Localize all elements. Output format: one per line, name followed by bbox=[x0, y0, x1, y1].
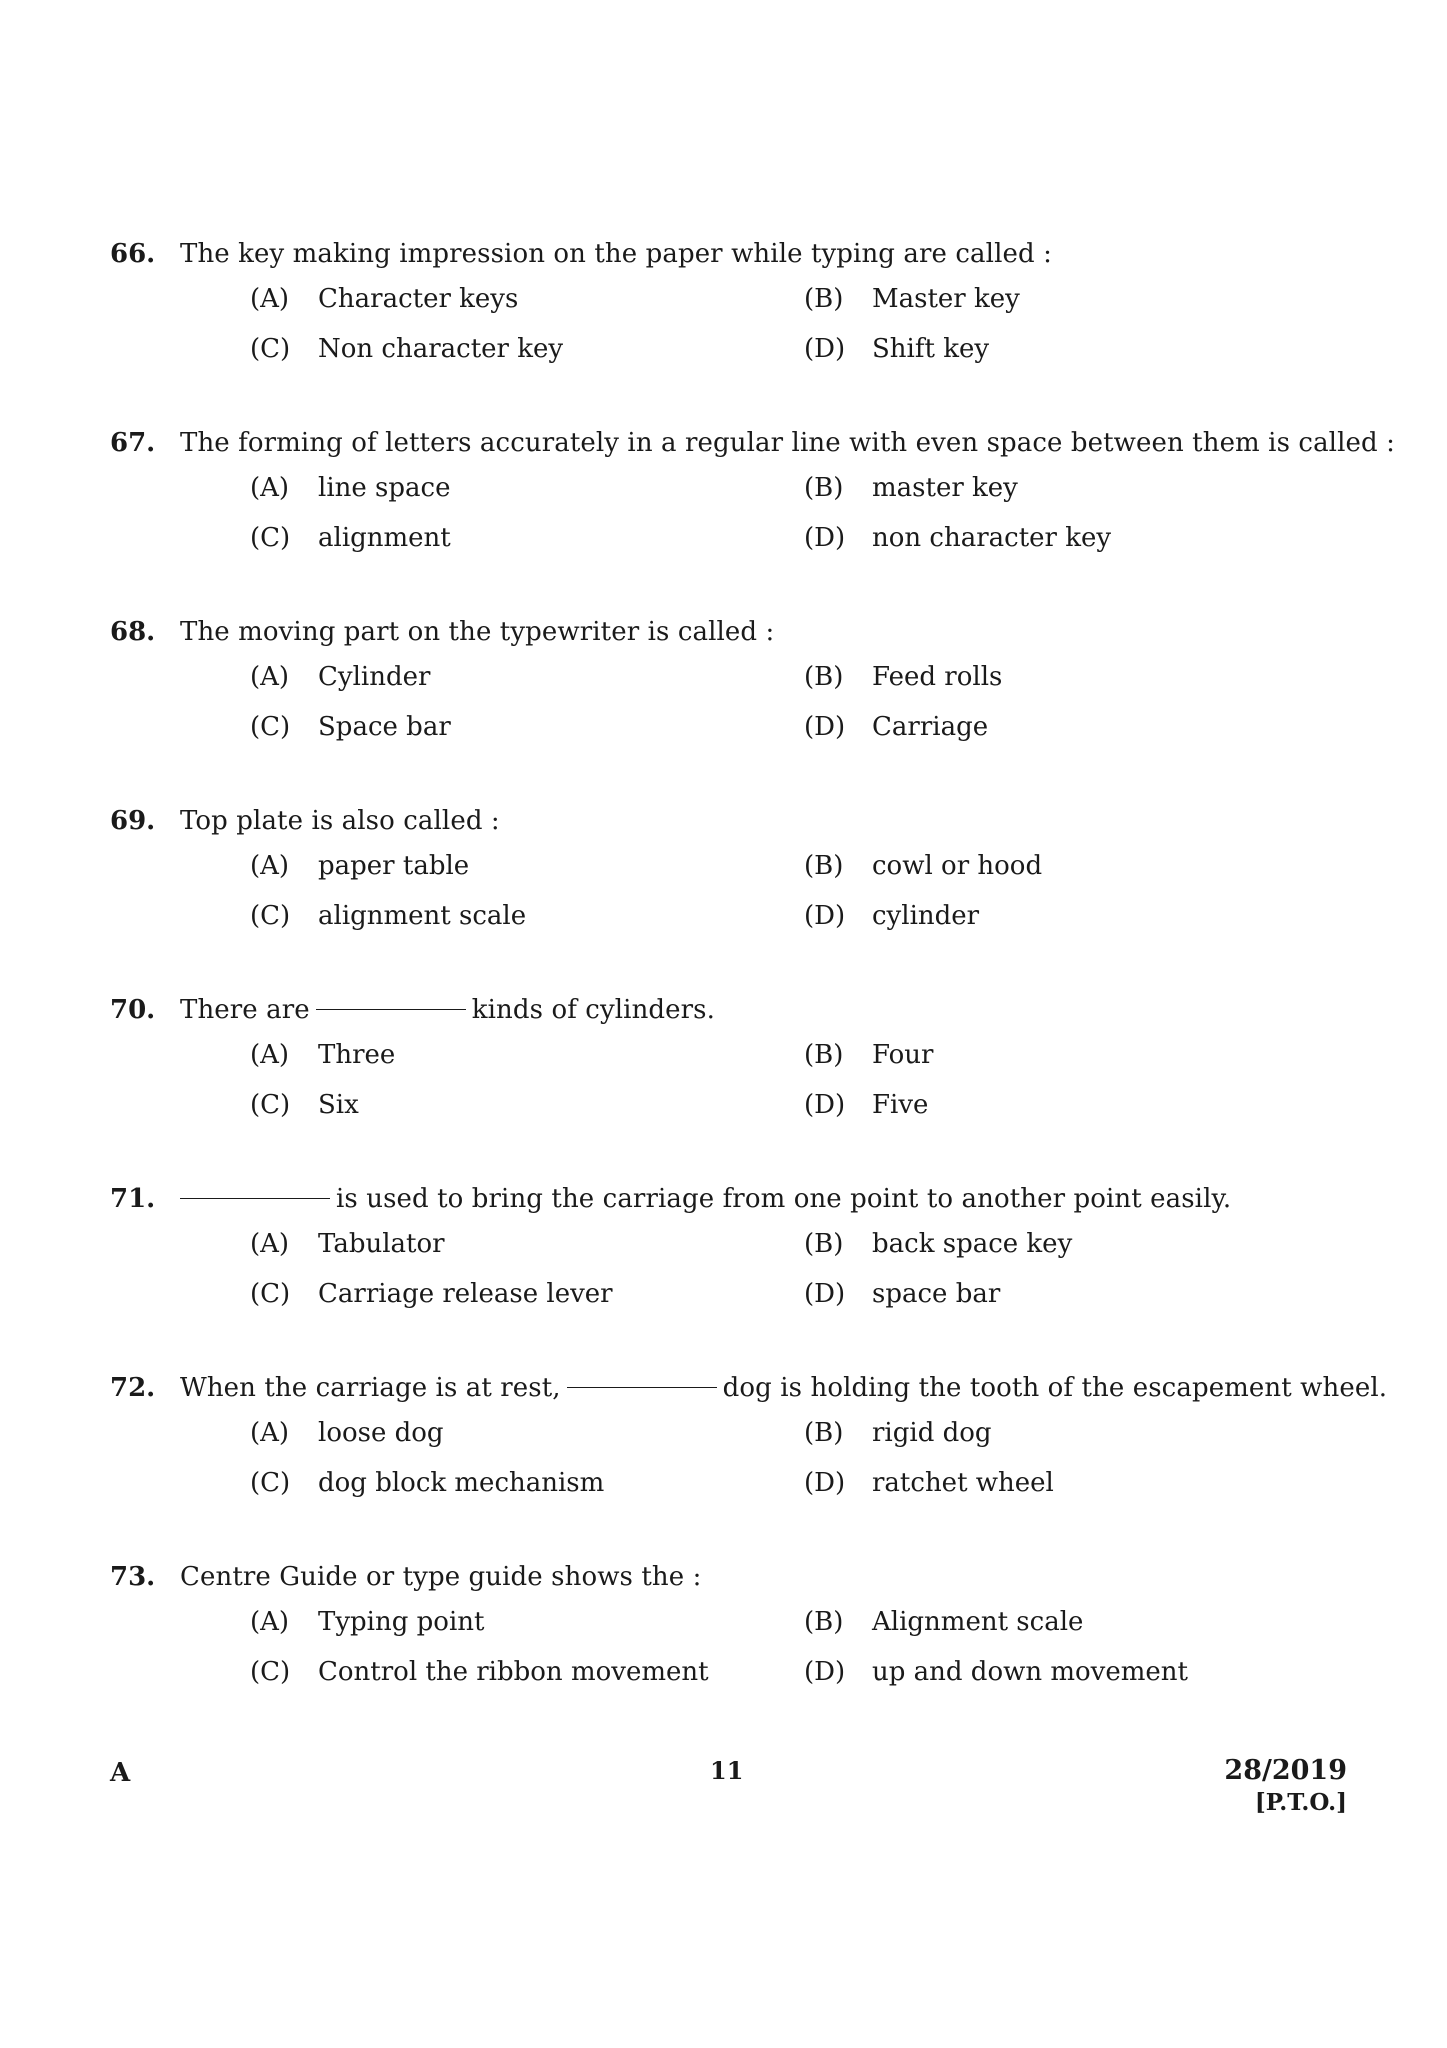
question-70 bbox=[110, 990, 1340, 1130]
question-stem bbox=[110, 612, 1340, 652]
option-text: Five bbox=[872, 1090, 929, 1120]
option-row bbox=[110, 1030, 1340, 1080]
question-67 bbox=[110, 423, 1395, 563]
question-stem bbox=[110, 1368, 1388, 1408]
question-number: 73. bbox=[110, 1562, 156, 1592]
option-text: paper table bbox=[318, 851, 470, 881]
option-row bbox=[110, 513, 1340, 563]
question-text-after: kinds of cylinders. bbox=[471, 995, 715, 1025]
question-paper-code: 28/2019 bbox=[1224, 1755, 1347, 1786]
option-letter: (D) bbox=[804, 901, 846, 931]
option-row bbox=[110, 1647, 1340, 1697]
option-row bbox=[110, 1408, 1340, 1458]
question-66 bbox=[110, 234, 1340, 374]
option-text: Non character key bbox=[318, 334, 564, 364]
option-row bbox=[110, 1269, 1340, 1319]
question-stem bbox=[110, 423, 1395, 463]
option-letter: (C) bbox=[250, 334, 291, 364]
option-text: space bar bbox=[872, 1279, 1001, 1309]
option-letter: (B) bbox=[804, 1229, 844, 1259]
option-row bbox=[110, 1219, 1340, 1269]
option-text: rigid dog bbox=[872, 1418, 992, 1448]
option-letter: (D) bbox=[804, 334, 846, 364]
option-text: Cylinder bbox=[318, 662, 431, 692]
option-row bbox=[110, 702, 1340, 752]
option-text: master key bbox=[872, 473, 1018, 503]
please-turn-over: [P.T.O.] bbox=[1254, 1789, 1347, 1816]
question-text-before: There are bbox=[180, 995, 310, 1025]
option-text: Control the ribbon movement bbox=[318, 1657, 709, 1687]
option-row bbox=[110, 324, 1340, 374]
option-text: alignment bbox=[318, 523, 451, 553]
option-text: Carriage bbox=[872, 712, 989, 742]
option-letter: (B) bbox=[804, 851, 844, 881]
option-letter: (A) bbox=[250, 1418, 290, 1448]
question-text: Centre Guide or type guide shows the : bbox=[180, 1562, 702, 1592]
option-text: Alignment scale bbox=[872, 1607, 1084, 1637]
question-71 bbox=[110, 1179, 1340, 1319]
question-73 bbox=[110, 1557, 1340, 1697]
question-stem bbox=[110, 990, 1340, 1030]
option-letter: (D) bbox=[804, 712, 846, 742]
fill-in-blank bbox=[567, 1387, 717, 1388]
option-text: Four bbox=[872, 1040, 934, 1070]
option-row bbox=[110, 1597, 1340, 1647]
question-text bbox=[180, 990, 715, 1030]
option-row bbox=[110, 463, 1340, 513]
option-text: Shift key bbox=[872, 334, 990, 364]
question-text-before: When the carriage is at rest, bbox=[180, 1373, 561, 1403]
option-row bbox=[110, 1080, 1340, 1130]
option-letter: (D) bbox=[804, 523, 846, 553]
question-text: The forming of letters accurately in a regular line with even space between them is called : bbox=[180, 428, 1395, 458]
question-text: The moving part on the typewriter is called : bbox=[180, 617, 775, 647]
option-text: ratchet wheel bbox=[872, 1468, 1054, 1498]
question-number: 67. bbox=[110, 428, 156, 458]
question-text-after: dog is holding the tooth of the escapement wheel. bbox=[722, 1373, 1388, 1403]
option-row bbox=[110, 891, 1340, 941]
option-row bbox=[110, 1458, 1340, 1508]
option-text: Feed rolls bbox=[872, 662, 1003, 692]
option-text: back space key bbox=[872, 1229, 1073, 1259]
option-letter: (D) bbox=[804, 1468, 846, 1498]
option-letter: (A) bbox=[250, 473, 290, 503]
question-number: 72. bbox=[110, 1373, 156, 1403]
question-stem bbox=[110, 1557, 1340, 1597]
question-number: 66. bbox=[110, 239, 156, 269]
fill-in-blank bbox=[180, 1198, 330, 1199]
option-text: Six bbox=[318, 1090, 359, 1120]
option-letter: (A) bbox=[250, 1229, 290, 1259]
option-letter: (C) bbox=[250, 1657, 291, 1687]
question-text-after: is used to bring the carriage from one point to another point easily. bbox=[336, 1184, 1232, 1214]
question-number: 68. bbox=[110, 617, 156, 647]
option-letter: (A) bbox=[250, 662, 290, 692]
option-text: cylinder bbox=[872, 901, 980, 931]
question-text bbox=[180, 1179, 1231, 1219]
question-68 bbox=[110, 612, 1340, 752]
option-text: up and down movement bbox=[872, 1657, 1188, 1687]
option-letter: (C) bbox=[250, 901, 291, 931]
question-stem bbox=[110, 1179, 1340, 1219]
option-letter: (D) bbox=[804, 1657, 846, 1687]
question-text: Top plate is also called : bbox=[180, 806, 500, 836]
option-row bbox=[110, 652, 1340, 702]
series-code: A bbox=[110, 1758, 131, 1788]
option-letter: (B) bbox=[804, 473, 844, 503]
question-72 bbox=[110, 1368, 1388, 1508]
question-text bbox=[180, 1368, 1387, 1408]
option-text: Three bbox=[318, 1040, 396, 1070]
option-letter: (C) bbox=[250, 1468, 291, 1498]
option-letter: (B) bbox=[804, 1040, 844, 1070]
option-text: Typing point bbox=[318, 1607, 485, 1637]
question-number: 69. bbox=[110, 806, 156, 836]
option-text: cowl or hood bbox=[872, 851, 1043, 881]
option-letter: (A) bbox=[250, 1040, 290, 1070]
option-letter: (B) bbox=[804, 662, 844, 692]
question-text: The key making impression on the paper while typing are called : bbox=[180, 239, 1052, 269]
option-text: Master key bbox=[872, 284, 1020, 314]
option-text: line space bbox=[318, 473, 451, 503]
page-number: 11 bbox=[710, 1756, 744, 1785]
option-letter: (B) bbox=[804, 1418, 844, 1448]
question-stem bbox=[110, 801, 1340, 841]
option-letter: (C) bbox=[250, 1090, 291, 1120]
option-text: loose dog bbox=[318, 1418, 444, 1448]
question-69 bbox=[110, 801, 1340, 941]
option-text: Carriage release lever bbox=[318, 1279, 613, 1309]
option-letter: (D) bbox=[804, 1090, 846, 1120]
option-letter: (C) bbox=[250, 523, 291, 553]
option-letter: (D) bbox=[804, 1279, 846, 1309]
option-row bbox=[110, 274, 1340, 324]
option-row bbox=[110, 841, 1340, 891]
option-letter: (A) bbox=[250, 1607, 290, 1637]
question-number: 71. bbox=[110, 1184, 156, 1214]
option-letter: (B) bbox=[804, 1607, 844, 1637]
option-text: alignment scale bbox=[318, 901, 527, 931]
option-text: Tabulator bbox=[318, 1229, 445, 1259]
option-text: dog block mechanism bbox=[318, 1468, 605, 1498]
option-letter: (A) bbox=[250, 284, 290, 314]
option-text: Character keys bbox=[318, 284, 519, 314]
option-letter: (A) bbox=[250, 851, 290, 881]
fill-in-blank bbox=[316, 1009, 466, 1010]
question-number: 70. bbox=[110, 995, 156, 1025]
option-text: Space bar bbox=[318, 712, 451, 742]
option-letter: (C) bbox=[250, 712, 291, 742]
question-stem bbox=[110, 234, 1340, 274]
option-text: non character key bbox=[872, 523, 1112, 553]
footer-right bbox=[1224, 1754, 1347, 1818]
option-letter: (C) bbox=[250, 1279, 291, 1309]
option-letter: (B) bbox=[804, 284, 844, 314]
